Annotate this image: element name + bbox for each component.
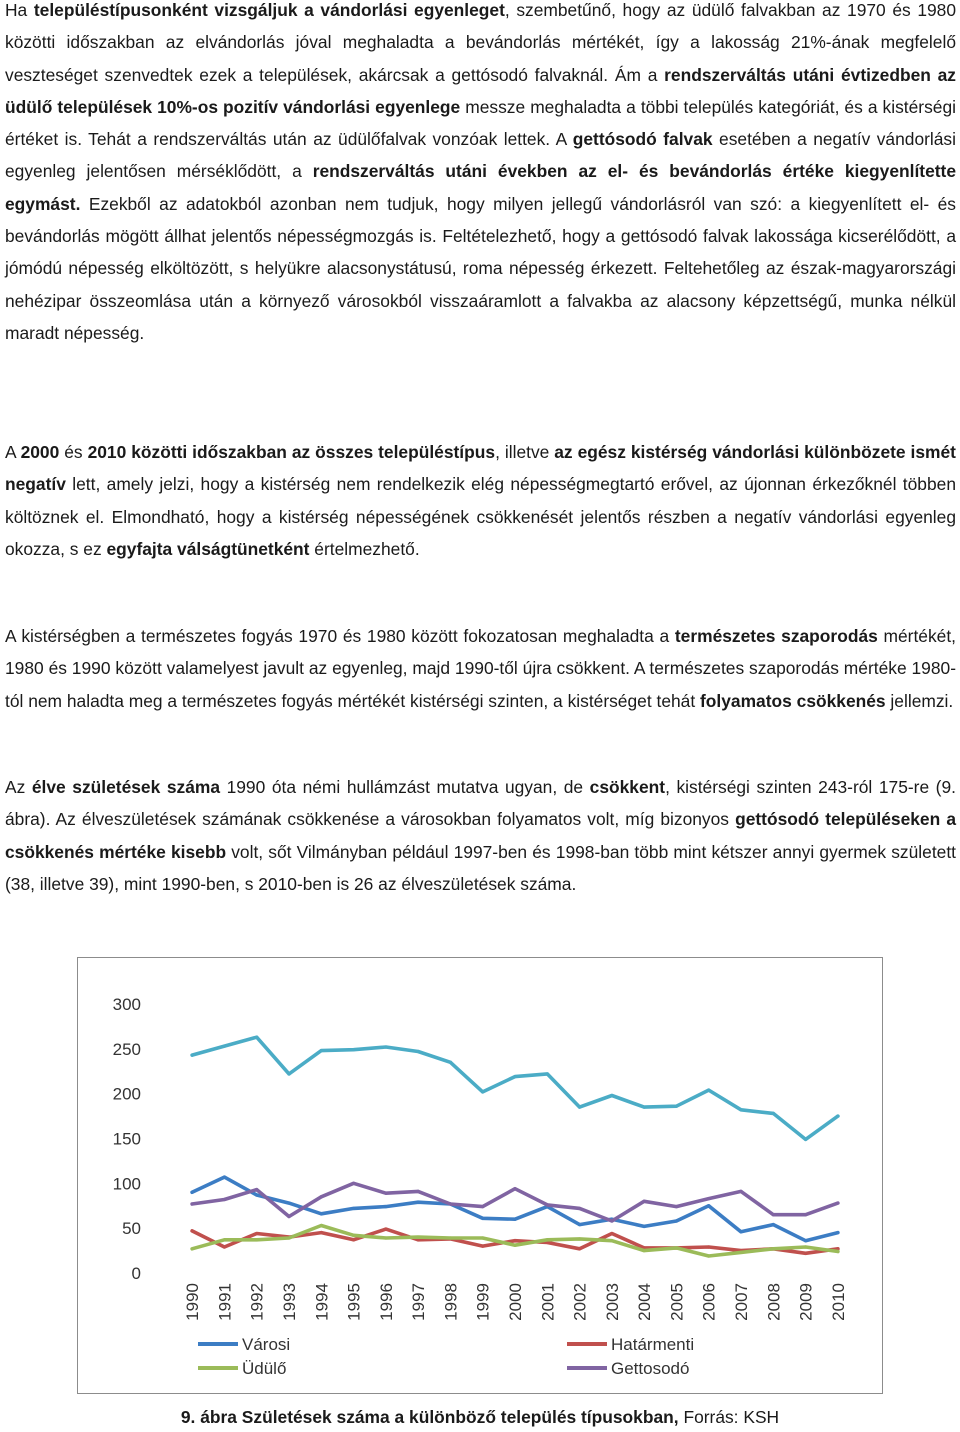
series-point xyxy=(804,1245,807,1248)
x-tick-label: 1991 xyxy=(215,1283,235,1321)
series-point xyxy=(578,1207,581,1210)
births-line-chart xyxy=(77,957,883,1394)
series-point xyxy=(513,1075,516,1078)
series-point xyxy=(804,1138,807,1141)
bold-text-run: közötti időszakban az összes településtípus xyxy=(131,442,496,462)
bold-text-run: természetes szaporodás xyxy=(674,626,878,646)
caption-title: 9. ábra Születések száma a különböző település típusokban, xyxy=(180,1407,679,1427)
paragraph-2000-2010-migration xyxy=(5,436,956,565)
series-point xyxy=(384,1045,387,1048)
figure-caption xyxy=(0,1405,960,1429)
series-point xyxy=(223,1238,226,1241)
series-point xyxy=(675,1205,678,1208)
bold-text-run: egyfajta válságtünetként xyxy=(106,538,310,559)
text-run: , illetve xyxy=(495,442,555,462)
y-tick-label: 200 xyxy=(112,1084,141,1104)
series-point xyxy=(223,1198,226,1201)
series-point xyxy=(804,1239,807,1242)
x-tick-label: 2010 xyxy=(828,1283,848,1321)
y-tick-label: 250 xyxy=(112,1039,141,1059)
series-point xyxy=(255,1036,258,1039)
y-tick-label: 300 xyxy=(112,995,141,1014)
text-run: Ezekből az adatokból azonban nem tudjuk, hogy milyen jellegű vándorlásról van szó: a kiegyenlített el- és bevándorlás mögött állhat jelentős népességmozgás is. Feltételezhető, hogy a gettósodó falvak lakossága kicserélődött, a jómódú népesség elköltözött, s helyükre alacsonystátusú, roma népesség érkezett. Feltehetőleg az észak-magyarországi nehézipar összeomlása után a környező városokból visszaáramlott a falvakba az alacsony képzettségű, munka nélkül maradt népesség. xyxy=(5,193,956,343)
series-point xyxy=(578,1223,581,1226)
series-point xyxy=(675,1219,678,1222)
legend-label: Határmenti xyxy=(611,1335,695,1354)
x-tick-label: 2006 xyxy=(699,1283,719,1321)
series-point xyxy=(772,1223,775,1226)
bold-text-run: 2000 xyxy=(20,442,60,462)
series-point xyxy=(352,1234,355,1237)
text-run: és xyxy=(59,442,88,462)
series-point xyxy=(223,1245,226,1248)
series-point xyxy=(417,1201,420,1204)
x-tick-label: 2003 xyxy=(602,1283,622,1321)
paragraph-live-births xyxy=(5,771,956,900)
series-point xyxy=(578,1237,581,1240)
series-point xyxy=(352,1207,355,1210)
x-tick-label: 1990 xyxy=(183,1283,203,1321)
series-point xyxy=(739,1190,742,1193)
series-point xyxy=(352,1048,355,1051)
series-point xyxy=(287,1072,290,1075)
series-point xyxy=(546,1238,549,1241)
series-point xyxy=(384,1227,387,1230)
bold-text-run: településtípusonként vizsgáljuk a vándorlási egyenleget xyxy=(33,0,505,20)
series-point xyxy=(675,1105,678,1108)
paragraph-migration-by-settlement-type xyxy=(5,0,956,349)
bold-text-run: rendszerváltás utáni évtizedben az üdülő települések 10%-os pozitív vándorlási egyenlege xyxy=(5,64,956,117)
series-point xyxy=(223,1175,226,1178)
series-point xyxy=(707,1204,710,1207)
series-point xyxy=(675,1246,678,1249)
series-point xyxy=(610,1239,613,1242)
y-tick-label: 50 xyxy=(122,1219,141,1239)
series-point xyxy=(610,1219,613,1222)
series-point xyxy=(255,1238,258,1241)
text-run: Ha xyxy=(5,0,34,20)
series-point xyxy=(384,1192,387,1195)
bold-text-run: élve születések száma xyxy=(31,777,221,797)
series-point xyxy=(513,1187,516,1190)
series-point xyxy=(287,1215,290,1218)
paragraph-natural-increase xyxy=(5,620,956,717)
series-point xyxy=(320,1231,323,1234)
x-tick-label: 2008 xyxy=(764,1283,784,1321)
x-tick-label: 1997 xyxy=(409,1283,429,1321)
series-point xyxy=(191,1202,194,1205)
series-point xyxy=(578,1106,581,1109)
text-run: Az xyxy=(5,777,32,797)
series-point xyxy=(836,1114,839,1117)
series-point xyxy=(320,1049,323,1052)
series-point xyxy=(707,1197,710,1200)
text-run: messze meghaladta a többi település kategóriát, és a kistérségi értéket is. Tehát a rendszerváltás után az üdülőfalvak vonzóak lettek. A xyxy=(5,96,956,150)
bold-text-run: gettósodó településeken a csökkenés mértéke kisebb xyxy=(5,809,956,862)
x-tick-label: 2009 xyxy=(796,1283,816,1321)
text-run: A kistérségben a természetes fogyás 1970 és 1980 között fokozatosan meghaladta a xyxy=(5,626,675,646)
series-point xyxy=(417,1236,420,1239)
series-point xyxy=(191,1247,194,1250)
text-run: lett, amely jelzi, hogy a kistérség nem rendelkezik elég népességmegtartó erővel, az újonnan érkezőknél többen költöznek el. Elmondható, hogy a kistérség népességének csökkenését jelentős részben a negatív vándorlási egyenleg okozza, s ez xyxy=(5,474,956,559)
x-tick-label: 1994 xyxy=(312,1283,332,1321)
series-point xyxy=(481,1217,484,1220)
bold-text-run: folyamatos csökkenés xyxy=(700,690,886,711)
x-tick-label: 2001 xyxy=(538,1283,558,1321)
bold-text-run: 2010 xyxy=(87,442,127,462)
series-point xyxy=(513,1244,516,1247)
series-point xyxy=(417,1190,420,1193)
text-run: volt, sőt Vilmányban például 1997-ben és 1998-ban több mint kétszer annyi gyermek született (38, illetve 39), mint 1990-ben, s 2010-ben is 26 az élveszületések száma. xyxy=(5,841,956,894)
x-tick-label: 2007 xyxy=(732,1283,751,1321)
series-point xyxy=(836,1250,839,1253)
series-point xyxy=(739,1251,742,1254)
series-point xyxy=(739,1108,742,1111)
series-point xyxy=(384,1205,387,1208)
series-point xyxy=(449,1236,452,1239)
series-point xyxy=(287,1201,290,1204)
x-tick-label: 1993 xyxy=(280,1283,299,1321)
series-point xyxy=(610,1094,613,1097)
text-run: esetében a negatív vándorlási egyenleg jelentősen mérséklődött, a xyxy=(5,129,956,182)
series-point xyxy=(772,1247,775,1250)
series-point xyxy=(643,1200,646,1203)
series-point xyxy=(191,1229,194,1232)
x-tick-label: 1998 xyxy=(441,1283,461,1321)
series-point xyxy=(643,1106,646,1109)
series-point xyxy=(707,1245,710,1248)
series-point xyxy=(320,1224,323,1227)
legend-label: Üdülő xyxy=(242,1359,287,1378)
series-point xyxy=(707,1088,710,1091)
x-tick-label: 1992 xyxy=(247,1283,267,1321)
series-point xyxy=(546,1203,549,1206)
series-point xyxy=(352,1238,355,1241)
series-point xyxy=(449,1061,452,1064)
series-point xyxy=(610,1232,613,1235)
bold-text-run: csökkent xyxy=(589,777,666,797)
series-point xyxy=(772,1213,775,1216)
series-point xyxy=(546,1072,549,1075)
legend-label: Gettosodó xyxy=(611,1359,690,1378)
x-tick-label: 2000 xyxy=(506,1283,525,1321)
series-line-0 xyxy=(192,1037,838,1139)
series-point xyxy=(352,1182,355,1185)
series-point xyxy=(255,1193,258,1196)
chart-canvas xyxy=(78,958,884,1395)
series-point xyxy=(772,1112,775,1115)
series-point xyxy=(320,1195,323,1198)
text-run: jellemzi. xyxy=(885,690,954,711)
x-tick-label: 1995 xyxy=(344,1283,364,1321)
x-tick-label: 2004 xyxy=(635,1283,655,1321)
series-point xyxy=(481,1205,484,1208)
y-tick-label: 0 xyxy=(131,1264,141,1283)
series-point xyxy=(191,1054,194,1057)
series-point xyxy=(320,1212,323,1215)
text-run: A xyxy=(5,442,21,462)
series-point xyxy=(384,1236,387,1239)
x-tick-label: 2002 xyxy=(570,1283,590,1321)
series-point xyxy=(481,1236,484,1239)
series-point xyxy=(417,1050,420,1053)
series-point xyxy=(707,1254,710,1257)
series-point xyxy=(255,1232,258,1235)
series-point xyxy=(223,1045,226,1048)
series-point xyxy=(804,1252,807,1255)
x-tick-label: 2005 xyxy=(667,1283,687,1321)
series-point xyxy=(836,1231,839,1234)
series-point xyxy=(643,1249,646,1252)
legend-label: Városi xyxy=(242,1335,291,1354)
series-point xyxy=(481,1090,484,1093)
series-point xyxy=(255,1188,258,1191)
text-run: , kistérségi szinten 243-ról 175-re (9. ábra). Az élveszületések számának csökkenése a városokban folyamatos volt, míg bizonyos xyxy=(5,777,956,830)
text-run: értelmezhető. xyxy=(309,538,420,559)
series-point xyxy=(287,1236,290,1239)
y-tick-label: 100 xyxy=(112,1174,141,1194)
series-point xyxy=(449,1202,452,1205)
bold-text-run: gettósodó falvak xyxy=(572,129,713,150)
series-point xyxy=(481,1245,484,1248)
text-run: mértékét, 1980 és 1990 között valamelyest javult az egyenleg, majd 1990-től újra csökkent. A természetes szaporodás mértéke 1980-tól nem haladta meg a természetes fogyás mértékét kistérségi szinten, a kistérséget tehát xyxy=(5,626,956,711)
x-tick-label: 1996 xyxy=(376,1283,396,1321)
series-point xyxy=(191,1191,194,1194)
y-tick-label: 150 xyxy=(112,1129,141,1149)
text-run: 1990 óta némi hullámzást mutatva ugyan, de xyxy=(220,777,590,797)
series-point xyxy=(804,1213,807,1216)
series-point xyxy=(578,1247,581,1250)
caption-source: Forrás: KSH xyxy=(678,1407,780,1427)
bold-text-run: az egész kistérség vándorlási különbözete ismét negatív xyxy=(5,442,956,495)
series-point xyxy=(643,1225,646,1228)
text-run: , szembetűnő, hogy az üdülő falvakban az 1970 és 1980 közötti időszakban az elvándorlás jóval meghaladta a bevándorlás mértékét, így a lakosság 21%-ának megfelelő veszteséget szenvedtek ezek a települések, akárcsak a gettósodó falvaknál. Ám a xyxy=(5,0,957,85)
bold-text-run: rendszerváltás utáni években az el- és bevándorlás értéke kiegyenlítette egymást. xyxy=(5,161,956,214)
series-point xyxy=(739,1230,742,1233)
series-point xyxy=(513,1239,516,1242)
x-tick-label: 1999 xyxy=(473,1283,493,1321)
series-point xyxy=(836,1201,839,1204)
series-point xyxy=(513,1218,516,1221)
